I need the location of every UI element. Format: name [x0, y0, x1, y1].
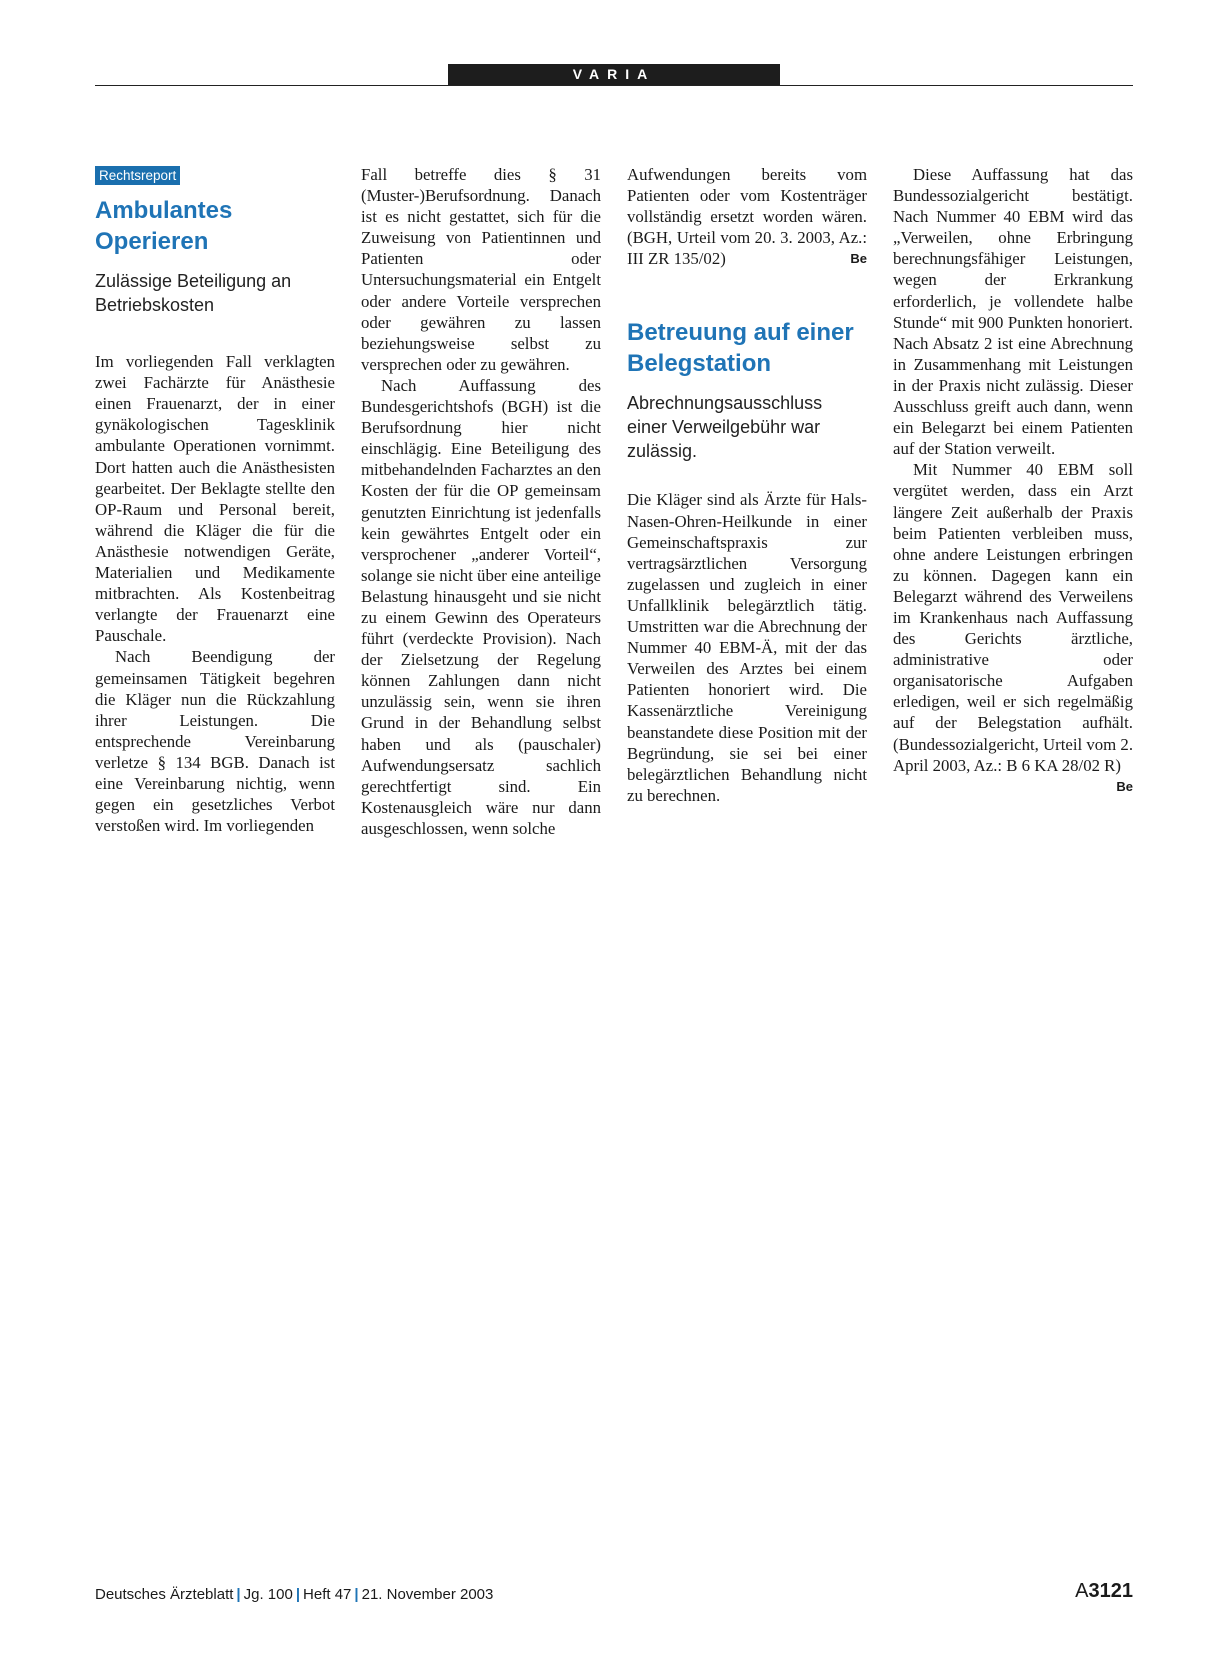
column-3 [627, 164, 867, 806]
page-number-value: 3121 [1088, 1580, 1133, 1602]
footer-journal: Deutsches Ärzteblatt [95, 1586, 234, 1603]
article-2-paragraph-3: Mit Nummer 40 EBM soll vergütet werden, dass ein Arzt längere Zeit außerhalb der Praxis beim Patienten verbleiben muss, ohne andere Leistungen erbringen zu können. Dagegen kann ein Belegarzt während des Verweilens im Krankenhaus nach Auffassung des Gerichts ärztliche, administrative oder organisatorische Aufgaben erledigen, weil er sich regelmäßig auf der Belegstation aufhält. (Bundessozialgericht, Urteil vom 2. April 2003, Az.: B 6 KA 28/02 R) Be [893, 459, 1133, 775]
article-1-paragraph: Nach Beendigung der gemeinsamen Tätigkeit begehren die Kläger nun die Rückzahlung ihrer Leistungen. Die entsprechende Vereinbarung verletze § 134 BGB. Danach ist eine Vereinbarung nichtig, wenn gegen ein gesetzliches Verbot verstoßen wird. Im vorliegenden [95, 647, 335, 836]
article-2-subtitle: Abrechnungsausschluss einer Verweilgebühr war zulässig. [627, 393, 823, 462]
kicker-badge: Rechtsreport [95, 166, 180, 185]
page-number [1075, 1580, 1133, 1603]
article-2-paragraph-2: Diese Auffassung hat das Bundessozialgericht bestätigt. Nach Nummer 40 EBM wird das „Verweilen, ohne Erbringung berechnungsfähiger Leistungen, wegen der Erkrankung erforderlich, je vollendete halbe Stunde“ mit 900 Punkten honoriert. Nach Absatz 2 ist eine Abrechnung in Zusammenhang mit Leistungen in der Praxis nicht zulässig. Dieser Ausschluss greift auch dann, wenn ein Belegarzt bei einem Patienten auf der Station verweilt. [893, 165, 1133, 459]
column-4 [893, 164, 1133, 797]
article-1-body-part-1 [95, 351, 335, 836]
header-rule [95, 85, 1133, 86]
article-2-signature: Be [1116, 778, 1133, 794]
article-1-paragraph: Fall betreffe dies § 31 (Muster-)Berufsordnung. Danach ist es nicht gestattet, sich für die Zuweisung von Patientinnen und Patienten oder Untersuchungsmaterial ein Entgelt oder andere Vorteile versprechen oder gewähren zu lassen beziehungsweise selbst zu versprechen oder zu gewähren. [361, 165, 601, 374]
column-2 [361, 164, 601, 839]
footer: Deutsches Ärzteblatt | Jg. 100 | Heft 47 | 21. November 2003 [95, 1586, 494, 1603]
article-1-paragraph: Aufwendungen bereits vom Patienten oder vom Kostenträger vollständig ersetzt worden wären. (BGH, Urteil vom 20. 3. 2003, Az.: III ZR 135/02) Be [627, 165, 867, 269]
article-1-body-part-3 [627, 164, 867, 269]
page-prefix: A [1075, 1580, 1089, 1602]
footer-issue: Heft 47 [303, 1586, 352, 1603]
column-1 [95, 164, 335, 836]
article-1-paragraph: Im vorliegenden Fall verklagten zwei Fachärzte für Anästhesie einen Frauenarzt, der in einer gynäkologischen Tagesklinik ambulante Operationen vornimmt. Dort hatten auch die Anästhesisten gearbeitet. Der Beklagte stellte den OP-Raum und Personal bereit, während die Kläger die für die Anästhesie notwendigen Geräte, Materialien und Medikamente mitbrachten. Als Kostenbeitrag verlangte der Frauenarzt eine Pauschale. [95, 352, 335, 646]
article-2-title: Betreuung auf einer Belegstation [627, 319, 854, 378]
footer-date: 21. November 2003 [361, 1586, 494, 1603]
article-1-title: Ambulantes Operieren [95, 197, 233, 256]
article-2-paragraph-1: Die Kläger sind als Ärzte für Hals-Nasen-Ohren-Heilkunde in einer Gemeinschaftspraxis zur vertragsärztlichen Versorgung zugelassen und zugleich in einer Unfallklinik belegärztlich tätig. Umstritten war die Abrechnung der Nummer 40 EBM-Ä, mit der das Verweilen des Arztes bei einem Patienten honoriert wird. Die Kassenärztliche Vereinigung beanstandete diese Position mit der Begründung, sie sei bei einer belegärztlichen Behandlung nicht zu berechnen. [627, 490, 867, 805]
footer-volume: Jg. 100 [243, 1586, 293, 1603]
section-title: VARIA [448, 64, 780, 85]
article-1-subtitle: Zulässige Beteiligung an Betriebskosten [95, 271, 292, 316]
article-1-body-part-2 [361, 164, 601, 839]
article-1-signature: Be [850, 251, 867, 267]
article-1-paragraph: Nach Auffassung des Bundesgerichtshofs (BGH) ist die Berufsordnung hier nicht einschlägig. Eine Beteiligung des mitbehandelnden Facharztes an den Kosten der für die OP gemeinsam genutzten Einrichtung ist jedenfalls kein gewährtes Entgelt oder ein versprochener „anderer Vorteil“, solange sie nicht über eine anteilige Belastung hinausgeht und sie nicht zu einem Gewinn des Operateurs führt (verdeckte Provision). Nach der Zielsetzung der Regelung können Zahlungen dann nicht unzulässig sein, wenn sie ihren Grund in der Behandlung selbst haben und als (pauschaler) Aufwendungsersatz sachlich gerechtfertigt sind. Ein Kostenausgleich wäre nur dann ausgeschlossen, wenn solche [361, 375, 601, 838]
